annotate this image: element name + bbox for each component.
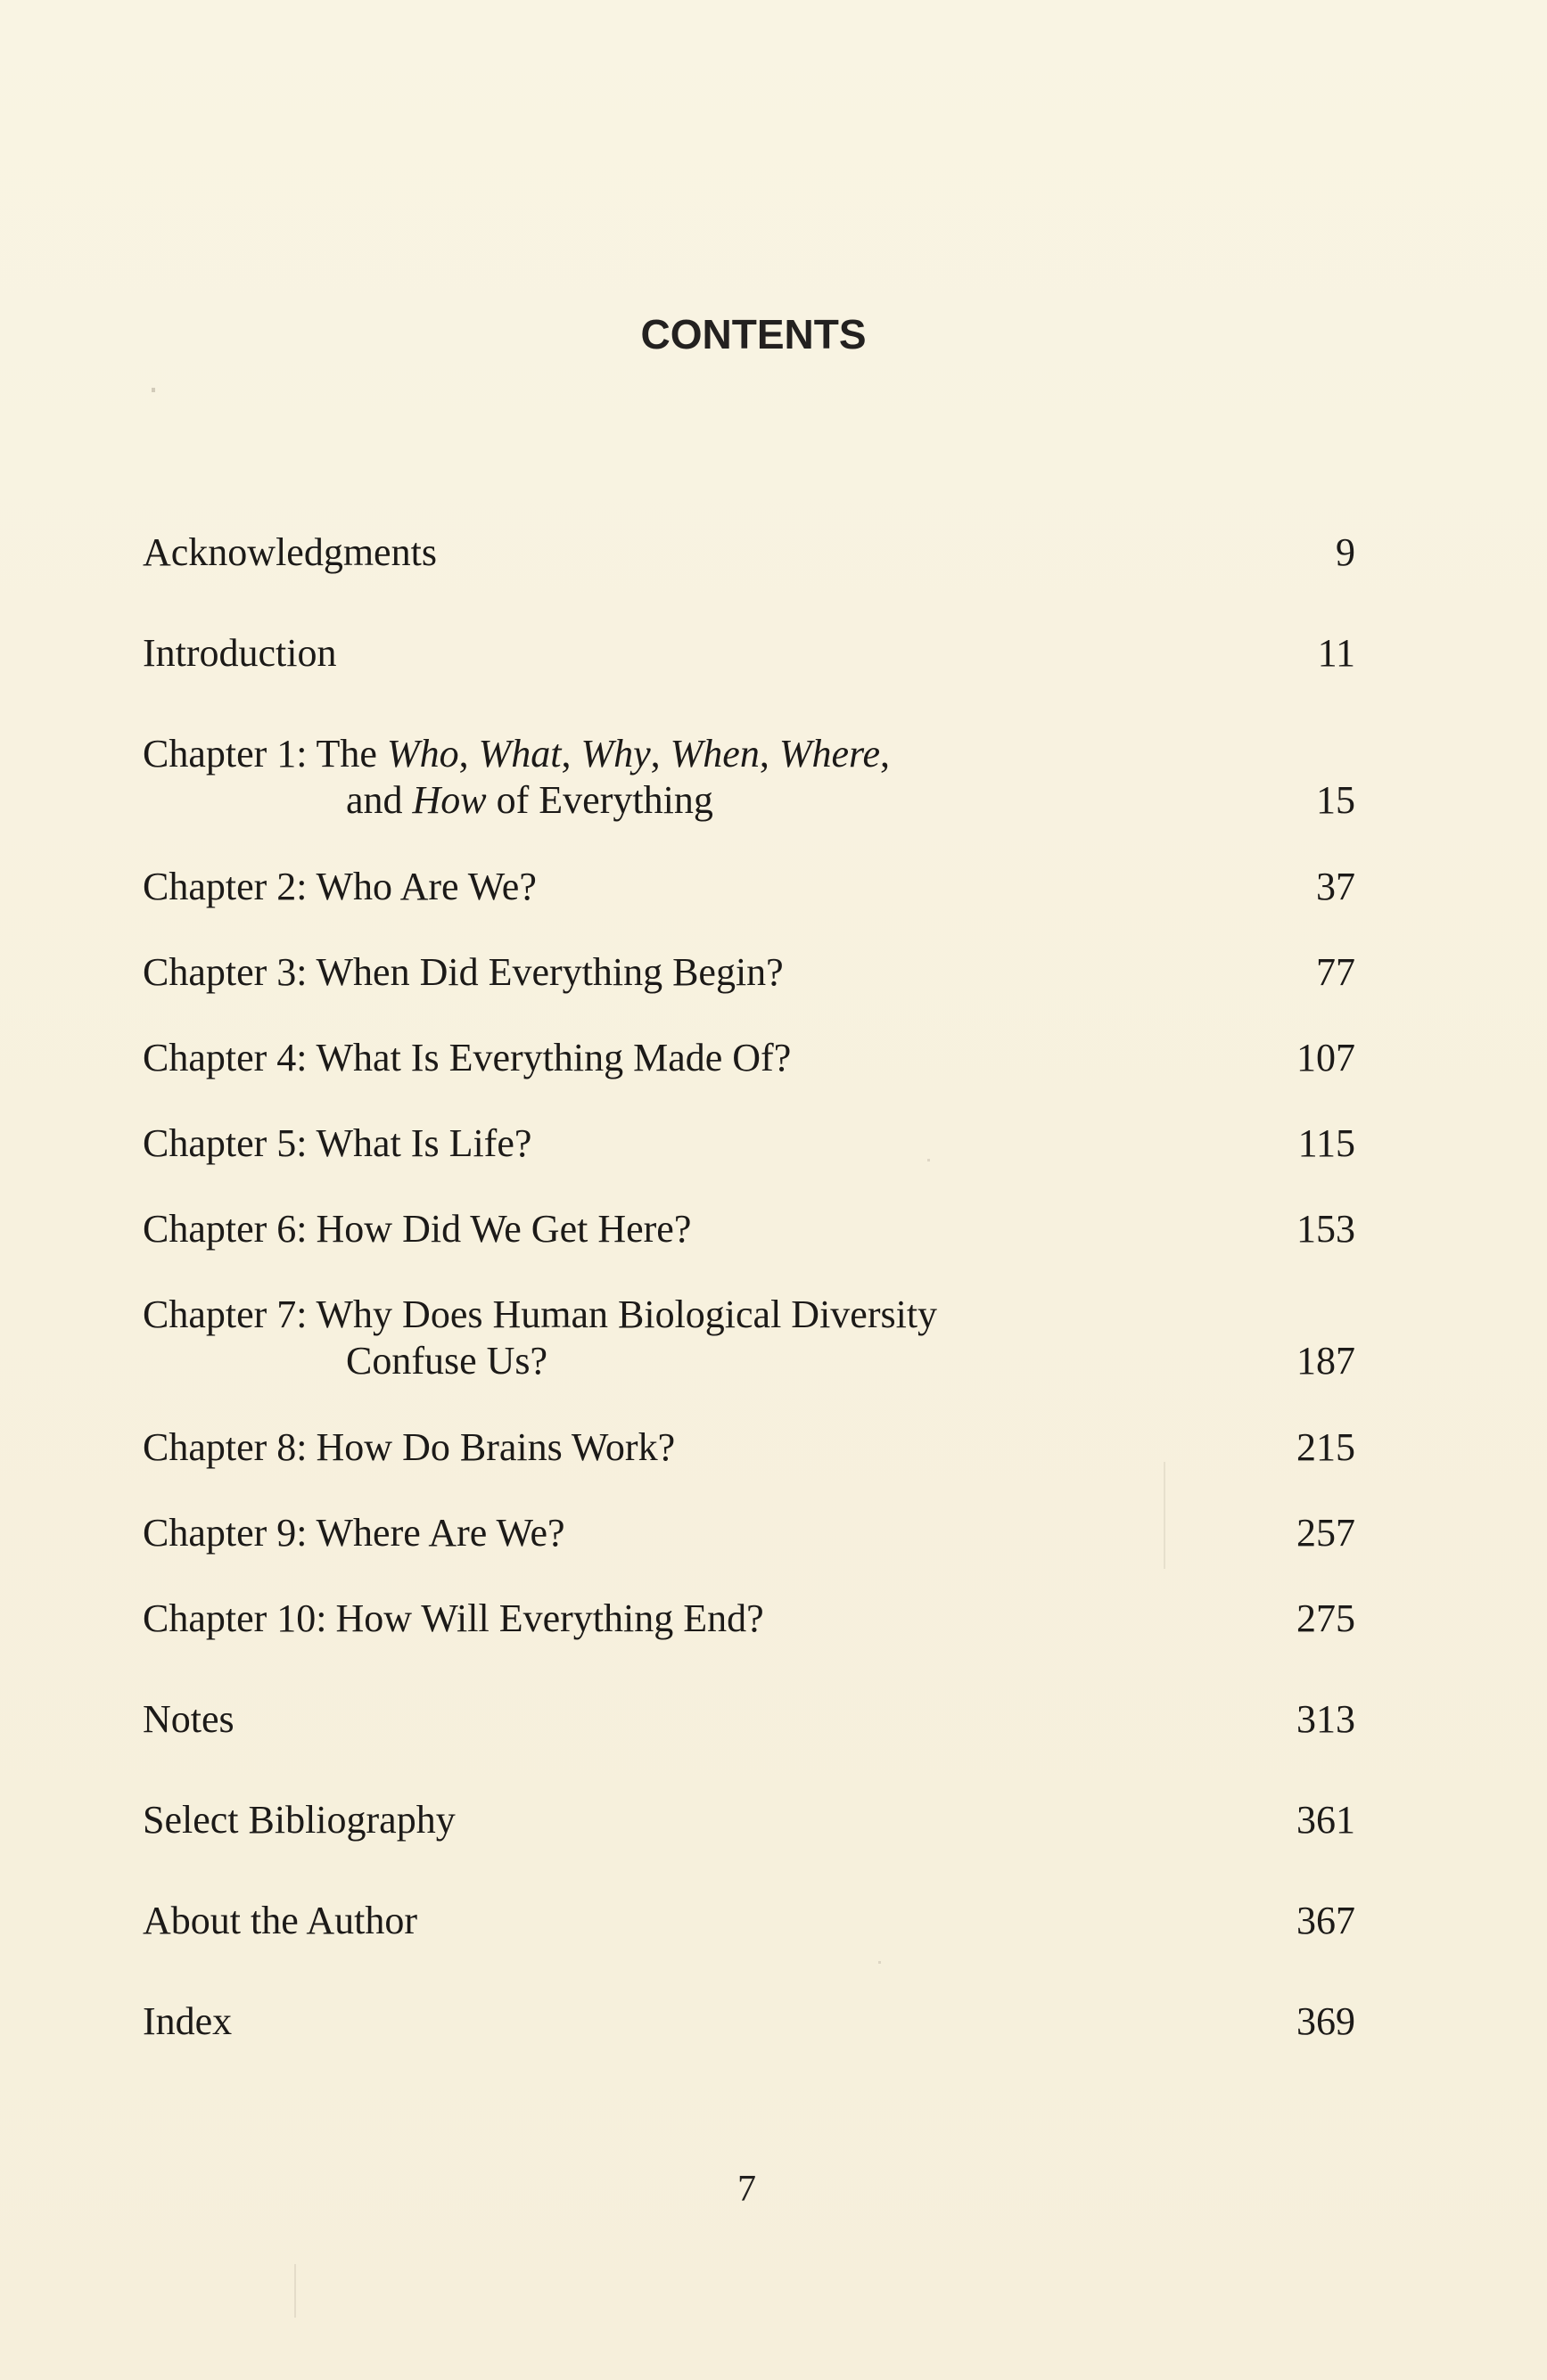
toc-entry-page: 257 <box>1296 1511 1355 1555</box>
toc-entry-label: Acknowledgments <box>143 530 437 574</box>
chapter-prefix: Chapter 9: <box>143 1511 308 1555</box>
title-part-italic: Why <box>580 732 651 776</box>
chapter-prefix: Chapter 8: <box>143 1425 308 1469</box>
toc-entry-label: Introduction <box>143 631 337 675</box>
toc-entry-label <box>143 1510 565 1556</box>
toc-entry-page: 369 <box>1296 1999 1355 2043</box>
title-part: , <box>650 732 671 776</box>
toc-entry-page: 107 <box>1296 1036 1355 1079</box>
chapter-title: What Is Everything Made Of? <box>316 1036 792 1079</box>
chapter-title-line2 <box>346 777 713 824</box>
title-part-italic: What <box>478 732 562 776</box>
title-part: , <box>759 732 779 776</box>
paper-speck <box>152 388 155 392</box>
chapter-prefix: Chapter 10: <box>143 1596 327 1640</box>
toc-entry-page: 361 <box>1296 1798 1355 1842</box>
toc-entry-page: 153 <box>1296 1207 1355 1251</box>
chapter-prefix: Chapter 2: <box>143 865 308 908</box>
chapter-prefix: Chapter 5: <box>143 1121 308 1165</box>
toc-entry-label <box>143 1424 675 1471</box>
toc-entry-page: 215 <box>1296 1425 1355 1469</box>
paper-speck <box>294 2264 296 2318</box>
chapter-title: What Is Life? <box>316 1121 532 1165</box>
chapter-prefix: Chapter 1: <box>143 732 308 776</box>
toc-entry-label <box>143 1035 791 1081</box>
toc-entry-label <box>143 1120 531 1167</box>
toc-entry-label: Select Bibliography <box>143 1798 456 1842</box>
contents-heading: CONTENTS <box>640 311 867 357</box>
chapter-title: How Did We Get Here? <box>316 1207 692 1251</box>
toc-entry-page: 11 <box>1317 631 1355 675</box>
paper-speck <box>1164 1462 1165 1569</box>
title-part-italic: Who <box>386 732 459 776</box>
toc-entry-page: 367 <box>1296 1899 1355 1942</box>
toc-entry-label: About the Author <box>143 1899 417 1942</box>
paper-speck <box>878 1961 881 1964</box>
toc-entry-label <box>143 949 784 996</box>
page-number: 7 <box>737 2169 756 2210</box>
title-part: , <box>458 732 479 776</box>
toc-entry-page: 187 <box>1296 1339 1355 1383</box>
chapter-title: How Do Brains Work? <box>316 1425 676 1469</box>
title-part-italic: When <box>670 732 760 776</box>
title-part: of Everything <box>486 778 713 822</box>
chapter-title <box>317 732 891 776</box>
chapter-title: Where Are We? <box>316 1511 565 1555</box>
title-part: The <box>316 732 387 776</box>
toc-entry-page: 77 <box>1316 950 1355 994</box>
title-part: and <box>346 778 413 822</box>
toc-entry-label <box>143 864 537 910</box>
chapter-title: How Will Everything End? <box>335 1596 764 1640</box>
toc-entry-label: Notes <box>143 1697 235 1741</box>
toc-entry-label <box>143 731 890 777</box>
title-part: , <box>561 732 581 776</box>
title-part-italic: How <box>412 778 487 822</box>
paper-speck <box>927 1159 930 1161</box>
title-part-italic: Where <box>778 732 881 776</box>
chapter-title: Why Does Human Biological Diversity <box>316 1293 938 1336</box>
chapter-prefix: Chapter 6: <box>143 1207 308 1251</box>
chapter-title: Who Are We? <box>316 865 537 908</box>
toc-entry-page: 37 <box>1316 865 1355 908</box>
toc-entry-page: 115 <box>1297 1121 1355 1165</box>
toc-entry-page: 275 <box>1296 1596 1355 1640</box>
toc-entry-label <box>143 1206 691 1252</box>
chapter-title-line2: Confuse Us? <box>346 1339 548 1383</box>
toc-entry-label: Index <box>143 1999 233 2043</box>
toc-entry-page: 9 <box>1336 530 1355 574</box>
toc-entry-page: 15 <box>1316 778 1355 822</box>
chapter-prefix: Chapter 3: <box>143 950 308 994</box>
toc-entry-page: 313 <box>1296 1697 1355 1741</box>
chapter-prefix: Chapter 7: <box>143 1293 308 1336</box>
chapter-title: When Did Everything Begin? <box>316 950 784 994</box>
toc-entry-label <box>143 1596 764 1642</box>
toc-entry-label <box>143 1292 937 1338</box>
chapter-prefix: Chapter 4: <box>143 1036 308 1079</box>
title-part: , <box>880 732 891 776</box>
